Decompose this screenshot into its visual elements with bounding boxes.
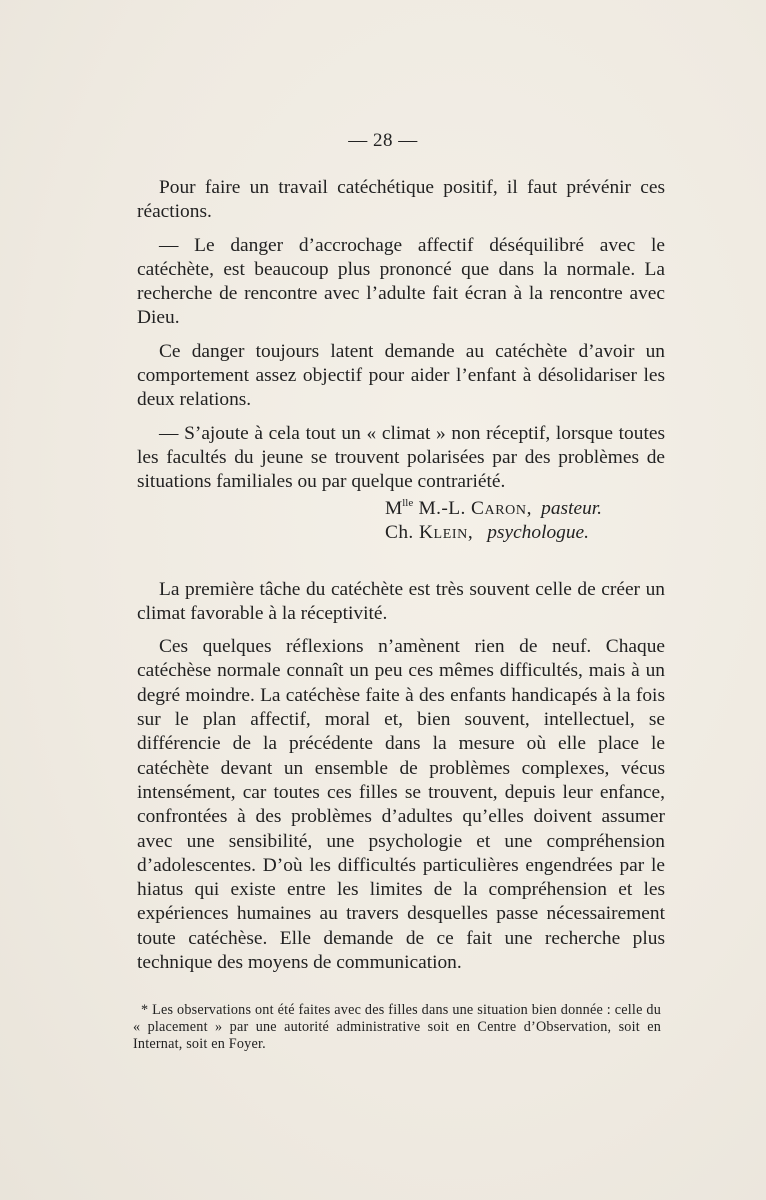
signature-title-superscript: lle — [402, 496, 414, 509]
signature-block — [137, 497, 665, 546]
paragraph: Pour faire un travail catéchétique positif, il faut prévénir ces réactions. — [137, 177, 665, 223]
paragraph: Ces quelques réflexions n’amènent rien de neuf. Chaque catéchèse normale connaît un peu ces mêmes difficultés, mais à un degré moindre. La catéchèse faite à des enfants handicapés à la fois sur le plan affectif, moral et, bien souvent, intellectuel, se différencie de la précédente dans la mesure où elle place le catéchète devant un ensemble de problèmes complexes, vécus intensément, car toutes ces filles se trouvent, depuis leur enfance, confrontées à des problèmes d’adultes qu’elles doivent assumer avec une sensibilité, une psychologie et une compréhension d’adolescentes. D’où les difficultés particulières engendrées par le hiatus qui existe entre les limites de la compréhension et les expériences humaines au travers desquelles passe nécessairement toute catéchèse. Elle demande de ce fait une recherche plus technique des moyens de communication. — [137, 636, 665, 974]
signature-surname: Klein — [418, 522, 468, 544]
paragraph: — Le danger d’accrochage affectif déséquilibré avec le catéchète, est beaucoup plus prononcé que dans la normale. La recherche de rencontre avec l’adulte fait écran à la rencontre avec Dieu. — [137, 234, 665, 329]
signature-surname: Caron — [470, 497, 527, 519]
paragraph: Ce danger toujours latent demande au catéchète d’avoir un comportement assez objectif pour aider l’enfant à désolidariser les deux relations. — [137, 340, 665, 411]
signature-role: psychologue. — [487, 522, 589, 544]
signature-title: M — [385, 497, 403, 519]
paragraph: La première tâche du catéchète est très souvent celle de créer un climat favorable à la réceptivité. — [137, 578, 665, 624]
footnote-text: * Les observations ont été faites avec des filles dans une situation bien donnée : celle du « placement » par une autorité administrative soit en Centre d’Observation, soit en Internat, soit en Foyer. — [133, 1002, 661, 1052]
signature-role: pasteur. — [541, 497, 603, 519]
signature-initials: Ch. — [385, 522, 419, 544]
page-number: — 28 — — [348, 130, 418, 151]
paragraph: — S’ajoute à cela tout un « climat » non réceptif, lorsque toutes les facultés du jeune se trouvent polarisées par des problèmes de situations familiales ou par quelque contrariété. — [137, 422, 665, 493]
signature-line-caron: $M^{lle}$ M.-L. Caron, pasteur. — [385, 496, 603, 519]
signature-line-klein: Ch. Klein, psychologue. — [385, 522, 589, 544]
body-text — [137, 176, 665, 984]
signature-initials: M.-L. — [413, 497, 471, 519]
footnote — [133, 1002, 661, 1053]
